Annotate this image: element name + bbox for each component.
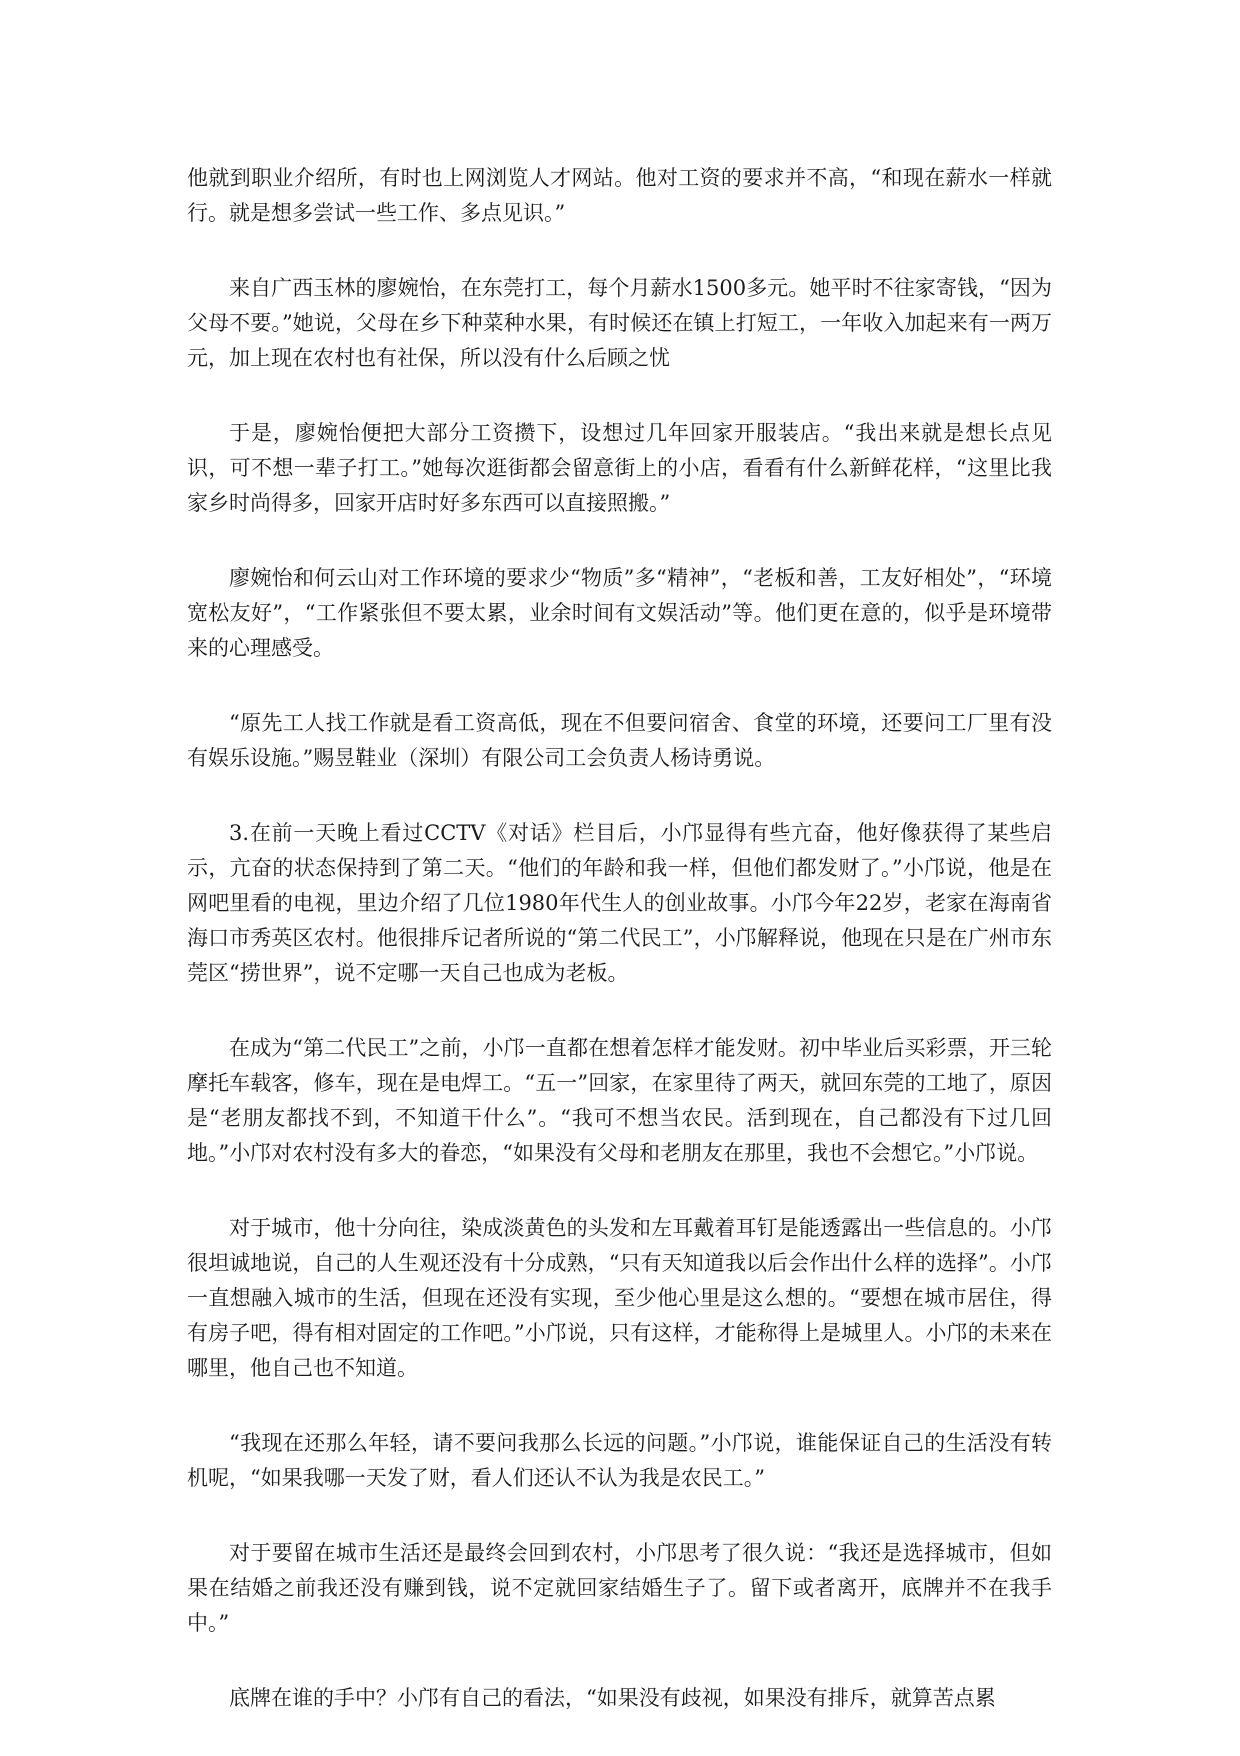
paragraph-10: 对于要留在城市生活还是最终会回到农村，小邝思考了很久说：“我还是选择城市，但如果在结婚之前我还没有赚到钱，说不定就回家结婚生子了。留下或者离开，底牌并不在我手中。” xyxy=(187,1541,1052,1635)
paragraph-6: 3.在前一天晚上看过CCTV《对话》栏目后，小邝显得有些亢奋，他好像获得了某些启示，亢奋的状态保持到了第二天。“他们的年龄和我一样，但他们都发财了。”小邝说，他是在网吧里看的电视，里边介绍了几位1980年代生人的创业故事。小邝今年22岁，老家在海南省海口市秀英区农村。他很排斥记者所说的“第二代民工”，小邝解释说，他现在只是在广州市东莞区“捞世界”，说不定哪一天自己也成为老板。 xyxy=(187,821,1052,985)
document-body xyxy=(187,161,1052,1756)
paragraph-2: 来自广西玉林的廖婉怡，在东莞打工，每个月薪水1500多元。她平时不往家寄钱，“因为父母不要。”她说，父母在乡下种菜种水果，有时候还在镇上打短工，一年收入加起来有一两万元，加上现在农村也有社保，所以没有什么后顾之忧 xyxy=(187,276,1052,370)
paragraph-7: 在成为“第二代民工”之前，小邝一直都在想着怎样才能发财。初中毕业后买彩票，开三轮摩托车载客，修车，现在是电焊工。“五一”回家，在家里待了两天，就回东莞的工地了，原因是“老朋友都找不到，不知道干什么”。“我可不想当农民。活到现在，自己都没有下过几回地。”小邝对农村没有多大的眷恋，“如果没有父母和老朋友在那里，我也不会想它。”小邝说。 xyxy=(187,1036,1052,1165)
paragraph-11: 底牌在谁的手中？小邝有自己的看法，“如果没有歧视，如果没有排斥，就算苦点累 xyxy=(229,1686,996,1710)
paragraph-4: 廖婉怡和何云山对工作环境的要求少“物质”多“精神”，“老板和善，工友好相处”，“环境宽松友好”，“工作紧张但不要太累，业余时间有文娱活动”等。他们更在意的，似乎是环境带来的心理感受。 xyxy=(187,566,1052,660)
paragraph-9: “我现在还那么年轻，请不要问我那么长远的问题。”小邝说，谁能保证自己的生活没有转机呢，“如果我哪一天发了财，看人们还认不认为我是农民工。” xyxy=(187,1431,1052,1490)
paragraph-5: “原先工人找工作就是看工资高低，现在不但要问宿舍、食堂的环境，还要问工厂里有没有娱乐设施。”赐昱鞋业（深圳）有限公司工会负责人杨诗勇说。 xyxy=(187,711,1052,770)
paragraph-1: 他就到职业介绍所，有时也上网浏览人才网站。他对工资的要求并不高，“和现在薪水一样就行。就是想多尝试一些工作、多点见识。” xyxy=(187,166,1052,225)
paragraph-8: 对于城市，他十分向往，染成淡黄色的头发和左耳戴着耳钉是能透露出一些信息的。小邝很坦诚地说，自己的人生观还没有十分成熟，“只有天知道我以后会作出什么样的选择”。小邝一直想融入城市的生活，但现在还没有实现，至少他心里是这么想的。“要想在城市居住，得有房子吧，得有相对固定的工作吧。”小邝说，只有这样，才能称得上是城里人。小邝的未来在哪里，他自己也不知道。 xyxy=(187,1216,1052,1380)
paragraph-3: 于是，廖婉怡便把大部分工资攒下，设想过几年回家开服装店。“我出来就是想长点见识，可不想一辈子打工。”她每次逛街都会留意街上的小店，看看有什么新鲜花样，“这里比我家乡时尚得多，回家开店时好多东西可以直接照搬。” xyxy=(187,421,1052,515)
